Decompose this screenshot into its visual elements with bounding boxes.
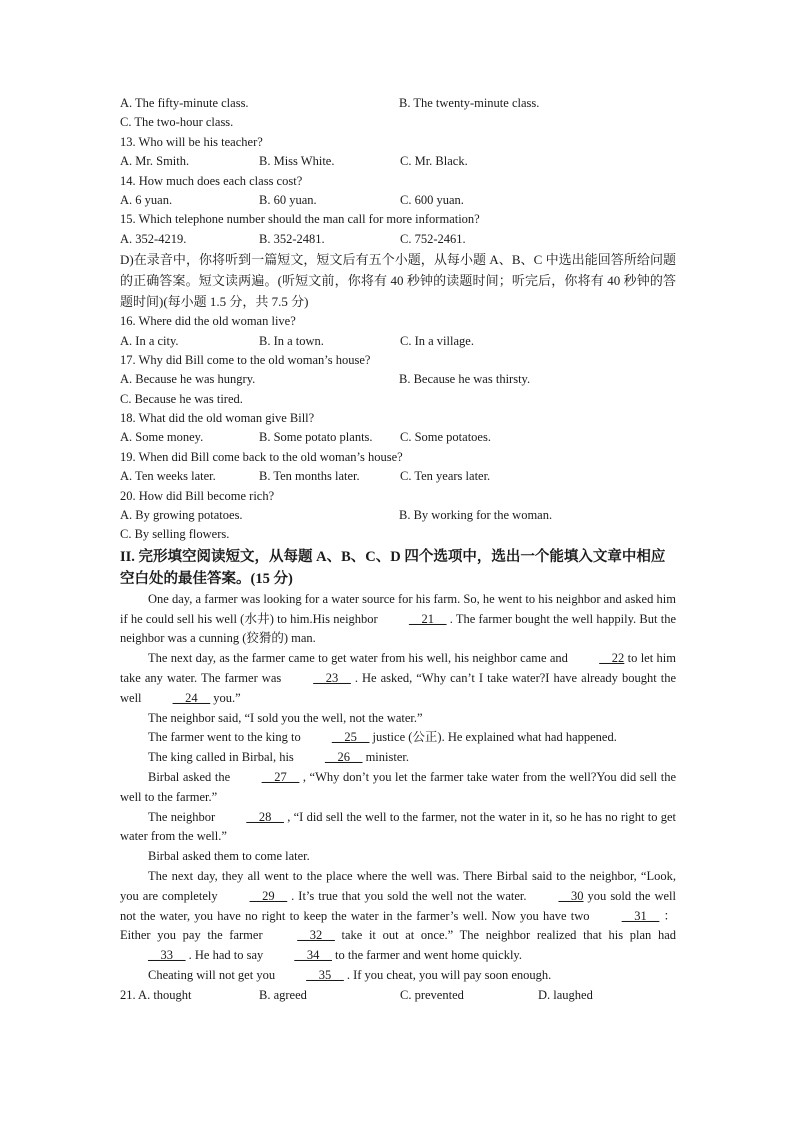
passage-text: . The farmer bought the well happily. But the neighbor was a cunning (狡猾的) man. xyxy=(120,611,677,646)
passage-text: The farmer went to the king to xyxy=(148,730,304,745)
passage-text: The next day, they all went to the place where the well was. There Birbal said to the neighbor, “Look, you are completely xyxy=(120,868,676,903)
section-d-instructions: D)在录音中，你将听到一篇短文，短文后有五个小题，从每小题 A、B、C 中选出能回答所给问题的正确答案。短文读两遍。(听短文前，你将有 40 秒钟的读题时间；听完后，你将有 40 秒钟的答题时间)(每小题 1.5 分，共 7.5 分) xyxy=(120,252,676,310)
option-b: B. Ten months later. xyxy=(259,469,360,484)
q20-stem: 20. How did Bill become rich? xyxy=(120,488,275,503)
passage-text: One day, a farmer was looking for a water source for his farm. So, he went to his neighbor and asked him if he could sell his well (水井) to him.His neighbor xyxy=(120,591,676,626)
q17-stem: 17. Why did Bill come to the old woman’s house? xyxy=(120,352,371,367)
passage-text: to let him take any water. The farmer was xyxy=(120,651,676,685)
passage-text: . If you cheat, you will pay soon enough. xyxy=(343,967,552,982)
passage-text: The next day, as the farmer came to get water from his well, his neighbor came and xyxy=(148,651,572,666)
option-a: A. By growing potatoes. xyxy=(120,508,243,523)
option-c: C. In a village. xyxy=(400,333,474,348)
option-a: A. Ten weeks later. xyxy=(120,469,216,484)
q20-option-c-row xyxy=(120,525,676,544)
passage-paragraph xyxy=(120,768,676,808)
q19-options xyxy=(120,467,676,486)
section-2-title: II. 完形填空阅读短文，从每题 A、B、C、D 四个选项中，选出一个能填入文章中相应空白处的最佳答案。(15 分) xyxy=(120,548,666,587)
option-c: C. 752-2461. xyxy=(400,231,466,246)
option-d: D. laughed xyxy=(538,987,593,1002)
passage-text: you.” xyxy=(210,690,241,705)
q13-options xyxy=(120,152,676,171)
passage-text: The king called in Birbal, his xyxy=(148,750,297,765)
blank-26: __26__ xyxy=(324,750,363,765)
option-a: A. The fifty-minute class. xyxy=(120,96,249,110)
passage-paragraph xyxy=(120,748,676,768)
blank-22: __22 xyxy=(599,651,625,666)
passage-paragraph xyxy=(120,966,676,986)
passage-paragraph: Birbal asked them to come later. xyxy=(148,849,310,864)
option-a: 21. A. thought xyxy=(120,987,192,1002)
q12-options xyxy=(120,94,676,113)
passage-text: . He had to say xyxy=(185,948,267,963)
option-c: C. Some potatoes. xyxy=(400,430,491,445)
option-b: B. Because he was thirsty. xyxy=(399,372,531,387)
option-b: B. 60 yuan. xyxy=(259,192,317,207)
q21-options xyxy=(120,986,676,1005)
blank-32: __32__ xyxy=(297,928,335,943)
option-b: B. The twenty-minute class. xyxy=(399,96,540,110)
passage-text: , “Why don’t you let the farmer take water from the well?You did sell the well to the farmer.” xyxy=(120,769,677,804)
blank-28: __28__ xyxy=(246,809,284,824)
option-b: B. Some potato plants. xyxy=(259,430,373,445)
passage-paragraph xyxy=(120,808,676,848)
cloze-passage xyxy=(120,590,676,986)
passage-paragraph xyxy=(120,649,676,708)
option-b: B. 352-2481. xyxy=(259,231,325,246)
option-a: A. Because he was hungry. xyxy=(120,372,256,387)
q18-options xyxy=(120,428,676,447)
option-c: C. The two-hour class. xyxy=(120,115,234,130)
q13-stem: 13. Who will be his teacher? xyxy=(120,134,263,149)
passage-text: justice (公正). He explained what had happened. xyxy=(369,730,617,745)
option-a: A. Some money. xyxy=(120,430,204,445)
passage-text: minister. xyxy=(362,750,409,765)
blank-35: __35__ xyxy=(306,967,344,982)
passage-text: take it out at once.” The neighbor realized that his plan had xyxy=(334,928,677,943)
passage-text: Cheating will not get you xyxy=(148,967,279,982)
blank-33: __33__ xyxy=(148,948,186,963)
q20-options xyxy=(120,506,676,525)
option-b: B. Miss White. xyxy=(259,154,335,169)
passage-text: you sold the well not the water, you have no right to keep the water in the farmer’s well. Now you have two xyxy=(120,888,676,923)
passage-paragraph xyxy=(120,867,676,966)
option-b: B. agreed xyxy=(259,987,307,1002)
blank-21: __21__ xyxy=(408,611,447,626)
passage-paragraph xyxy=(120,590,676,649)
q15-stem: 15. Which telephone number should the man call for more information? xyxy=(120,212,480,227)
q17-options xyxy=(120,370,676,389)
option-c: C. prevented xyxy=(400,987,464,1002)
passage-text: The neighbor xyxy=(148,809,219,824)
passage-paragraph xyxy=(120,728,676,748)
passage-text: Birbal asked the xyxy=(148,769,234,784)
q16-options xyxy=(120,332,676,351)
passage-text: ： Either you pay the farmer xyxy=(120,908,676,943)
blank-29: __29__ xyxy=(249,888,288,903)
q16-stem: 16. Where did the old woman live? xyxy=(120,314,296,329)
q12-option-c-row xyxy=(120,113,676,132)
option-c: C. By selling flowers. xyxy=(120,527,230,542)
option-c: C. Mr. Black. xyxy=(400,154,468,169)
option-b: B. By working for the woman. xyxy=(399,508,553,523)
passage-text: . He asked, “Why can’t I take water?I have already bought the well xyxy=(120,671,677,705)
option-c: C. 600 yuan. xyxy=(400,192,464,207)
q19-stem: 19. When did Bill come back to the old woman’s house? xyxy=(120,449,403,464)
option-a: A. 6 yuan. xyxy=(120,192,173,207)
q17-option-c-row xyxy=(120,390,676,409)
option-c: C. Ten years later. xyxy=(400,469,491,484)
blank-25: __25__ xyxy=(331,730,370,745)
blank-24: __24__ xyxy=(172,690,211,705)
q18-stem: 18. What did the old woman give Bill? xyxy=(120,411,315,426)
passage-text: , “I did sell the well to the farmer, not the water in it, so he has no right to get water from the well.” xyxy=(120,809,677,844)
option-a: A. 352-4219. xyxy=(120,231,187,246)
blank-27: __27__ xyxy=(261,769,300,784)
q15-options xyxy=(120,230,676,249)
blank-31: __31__ xyxy=(621,908,660,923)
passage-text: to the farmer and went home quickly. xyxy=(331,948,522,963)
q14-stem: 14. How much does each class cost? xyxy=(120,173,303,188)
option-c: C. Because he was tired. xyxy=(120,391,243,406)
blank-34: __34__ xyxy=(294,948,332,963)
exam-page xyxy=(120,94,676,1005)
q14-options xyxy=(120,191,676,210)
option-b: B. In a town. xyxy=(259,333,324,348)
blank-23: __23__ xyxy=(313,671,351,685)
blank-30: __30 xyxy=(558,888,584,903)
passage-text: . It’s true that you sold the well not the water. xyxy=(287,888,531,903)
option-a: A. In a city. xyxy=(120,333,179,348)
option-a: A. Mr. Smith. xyxy=(120,154,190,169)
passage-paragraph: The neighbor said, “I sold you the well, not the water.” xyxy=(148,710,423,725)
